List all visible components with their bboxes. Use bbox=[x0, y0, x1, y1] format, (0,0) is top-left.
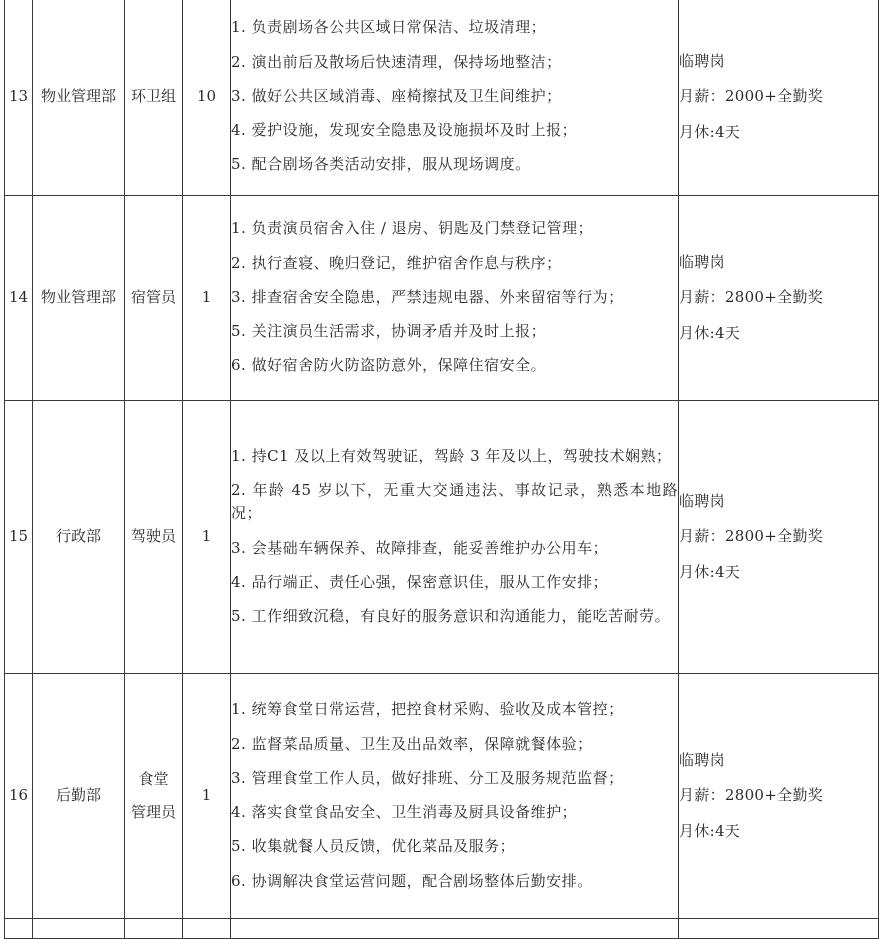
duty-item: 6. 做好宿舍防火防盗防意外，保障住宿安全。 bbox=[231, 356, 547, 375]
duty-item: 5. 收集就餐人员反馈，优化菜品及服务； bbox=[231, 837, 516, 856]
duty-item: 1. 持C1 及以上有效驾驶证，驾龄 3 年及以上，驾驶技术娴熟； bbox=[231, 446, 672, 465]
position-line: 食堂 bbox=[138, 770, 169, 788]
table-row bbox=[5, 674, 879, 919]
job-type: 临聘岗 bbox=[679, 52, 725, 71]
duty-item: 5. 配合剧场各类活动安排，服从现场调度。 bbox=[231, 155, 531, 174]
duty-item: 4. 品行端正、责任心强，保密意识佳，服从工作安排； bbox=[231, 572, 609, 591]
job-type: 临聘岗 bbox=[679, 751, 725, 770]
monthly-leave: 月休:4天 bbox=[679, 821, 741, 840]
job-table bbox=[4, 0, 879, 939]
pay-cell bbox=[679, 401, 879, 674]
department-cell: 行政部 bbox=[33, 401, 125, 674]
monthly-leave: 月休:4天 bbox=[679, 323, 741, 342]
duty-item: 4. 落实食堂食品安全、卫生消毒及厨具设备维护； bbox=[231, 803, 578, 821]
monthly-salary: 月薪：2800+全勤奖 bbox=[679, 288, 824, 307]
row-number: 13 bbox=[5, 0, 33, 196]
headcount-cell: 1 bbox=[183, 674, 231, 919]
row-number: 15 bbox=[5, 401, 33, 674]
job-type: 临聘岗 bbox=[679, 253, 725, 272]
duty-item: 1. 统筹食堂日常运营，把控食材采购、验收及成本管控； bbox=[231, 700, 624, 719]
duties-cell bbox=[231, 674, 679, 919]
headcount-cell: 1 bbox=[183, 401, 231, 674]
duty-item: 6. 协调解决食堂运营问题，配合剧场整体后勤安排。 bbox=[231, 871, 593, 890]
duty-item: 3. 做好公共区域消毒、座椅擦拭及卫生间维护； bbox=[231, 86, 562, 105]
position-line: 管理员 bbox=[130, 803, 176, 821]
duty-item: 5. 工作细致沉稳，有良好的服务意识和沟通能力，能吃苦耐劳。 bbox=[231, 607, 671, 625]
duty-item: 1. 负责演员宿舍入住 / 退房、钥匙及门禁登记管理； bbox=[231, 219, 594, 238]
duty-item: 2. 演出前后及散场后快速清理，保持场地整洁； bbox=[231, 52, 562, 71]
table-row bbox=[5, 196, 879, 401]
table-row bbox=[5, 401, 879, 674]
monthly-salary: 月薪：2000+全勤奖 bbox=[679, 87, 824, 106]
position-cell: 环卫组 bbox=[125, 0, 183, 196]
duty-item: 3. 会基础车辆保养、故障排查，能妥善维护办公用车； bbox=[231, 538, 609, 557]
department-cell: 后勤部 bbox=[33, 674, 125, 919]
duty-item: 3. 排查宿舍安全隐患，严禁违规电器、外来留宿等行为； bbox=[231, 287, 624, 306]
row-number: 14 bbox=[5, 196, 33, 401]
department-cell: 物业管理部 bbox=[33, 196, 125, 401]
monthly-salary: 月薪：2800+全勤奖 bbox=[679, 527, 824, 546]
monthly-salary: 月薪：2800+全勤奖 bbox=[679, 786, 824, 805]
table-row bbox=[5, 0, 879, 196]
monthly-leave: 月休:4天 bbox=[679, 562, 741, 581]
position-cell: 宿管员 bbox=[125, 196, 183, 401]
duties-cell bbox=[231, 196, 679, 401]
pay-cell bbox=[679, 196, 879, 401]
job-type: 临聘岗 bbox=[679, 492, 725, 511]
duty-item: 2. 执行查寝、晚归登记，维护宿舍作息与秩序； bbox=[231, 253, 562, 272]
duty-item: 3. 管理食堂工作人员，做好排班、分工及服务规范监督； bbox=[231, 768, 624, 787]
duty-item: 2. 年龄 45 岁以下，无重大交通违法、事故记录，熟悉本地路况； bbox=[231, 481, 678, 523]
department-cell: 物业管理部 bbox=[33, 0, 125, 196]
duties-cell bbox=[231, 401, 679, 674]
pay-cell bbox=[679, 674, 879, 919]
headcount-cell: 10 bbox=[183, 0, 231, 196]
position-cell: 驾驶员 bbox=[125, 401, 183, 674]
pay-cell bbox=[679, 0, 879, 196]
duty-item: 2. 监督菜品质量、卫生及出品效率，保障就餐体验； bbox=[231, 734, 593, 753]
headcount-cell: 1 bbox=[183, 196, 231, 401]
duties-cell bbox=[231, 0, 679, 196]
duty-item: 1. 负责剧场各公共区域日常保洁、垃圾清理； bbox=[231, 18, 547, 37]
monthly-leave: 月休:4天 bbox=[679, 122, 741, 141]
position-cell bbox=[125, 674, 183, 919]
table-row bbox=[5, 919, 879, 939]
row-number: 16 bbox=[5, 674, 33, 919]
duty-item: 5. 关注演员生活需求，协调矛盾并及时上报； bbox=[231, 322, 547, 341]
duty-item: 4. 爱护设施，发现安全隐患及设施损坏及时上报； bbox=[231, 121, 578, 140]
